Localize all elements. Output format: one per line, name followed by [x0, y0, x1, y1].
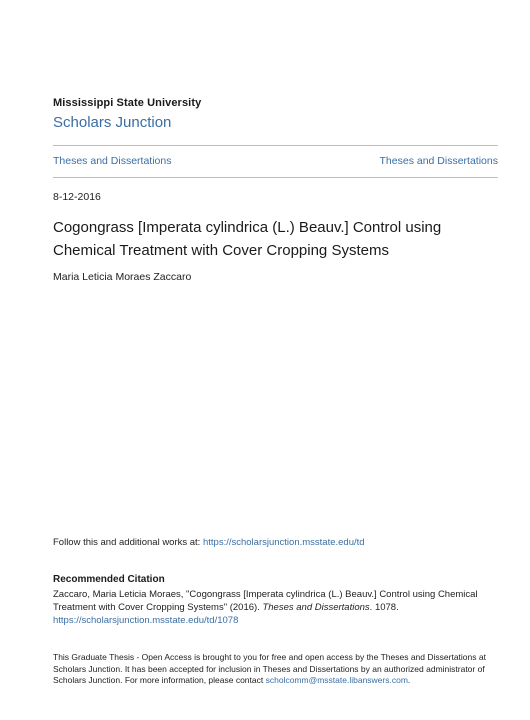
repository-link[interactable]: Scholars Junction	[53, 114, 172, 131]
footer-line-3	[53, 675, 503, 687]
divider-bottom	[53, 177, 498, 178]
university-name: Mississippi State University	[53, 97, 202, 109]
footer-line-2: Scholars Junction. It has been accepted for inclusion in Theses and Dissertations by an authorized administrator of	[53, 663, 485, 674]
citation-link[interactable]: https://scholarsjunction.msstate.edu/td/1078	[53, 615, 239, 626]
citation-text	[53, 588, 503, 627]
breadcrumb-collection-link[interactable]: Theses and Dissertations	[53, 155, 172, 167]
follow-link[interactable]: https://scholarsjunction.msstate.edu/td	[202, 537, 365, 548]
document-title	[53, 216, 483, 262]
breadcrumb-parent-link[interactable]: Theses and Dissertations	[379, 155, 498, 167]
divider-top	[53, 145, 498, 146]
access-statement	[53, 652, 503, 687]
follow-text	[53, 537, 365, 548]
contact-email-link[interactable]: scholcomm@msstate.libanswers.com	[265, 675, 408, 685]
footer-contact-suffix: .	[407, 675, 411, 685]
author-name: Maria Leticia Moraes Zaccaro	[53, 271, 192, 283]
footer-line-1: This Graduate Thesis - Open Access is brought to you for free and open access by the Theses and Dissertations at	[53, 652, 486, 662]
title-line-1: Cogongrass [Imperata cylindrica (L.) Beauv.] Control using	[53, 219, 442, 236]
title-line-2: Chemical Treatment with Cover Cropping Systems	[53, 242, 389, 259]
publication-date: 8-12-2016	[53, 191, 101, 203]
citation-series: Theses and Dissertations	[262, 602, 370, 613]
citation-heading: Recommended Citation	[53, 574, 165, 585]
citation-line-2	[53, 601, 503, 614]
follow-prefix: Follow this and additional works at:	[53, 537, 203, 548]
citation-text-part: Treatment with Cover Cropping Systems" (2016).	[53, 602, 263, 613]
citation-line-3	[53, 614, 503, 627]
footer-contact-prefix: Scholars Junction. For more information, please contact	[53, 675, 266, 685]
citation-line-1: Zaccaro, Maria Leticia Moraes, "Cogongrass [Imperata cylindrica (L.) Beauv.] Control using Chemical	[53, 589, 478, 600]
citation-number: . 1078.	[369, 602, 399, 613]
